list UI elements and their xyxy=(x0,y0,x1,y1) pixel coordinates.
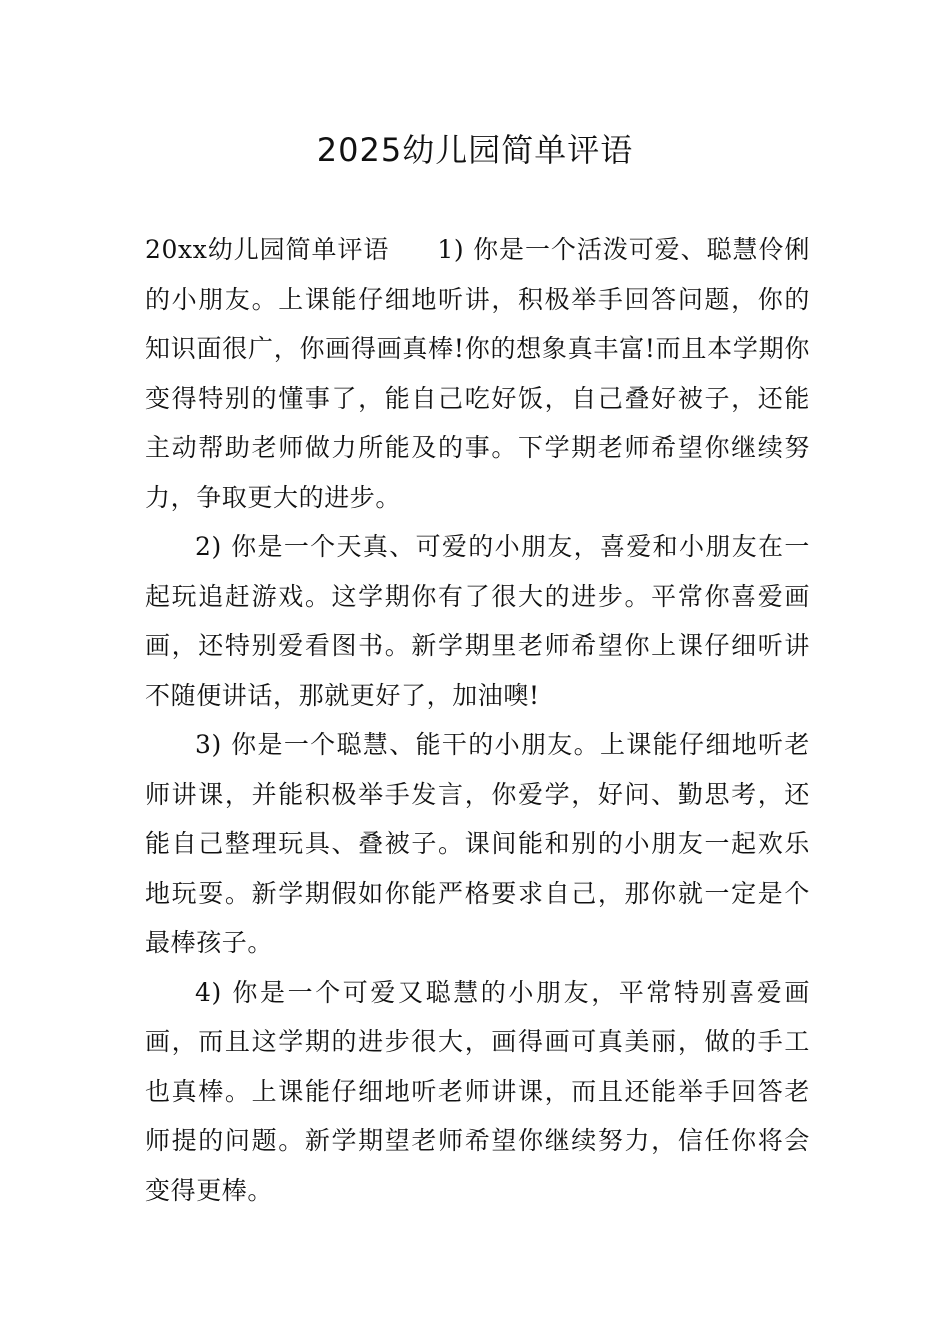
paragraph-1-text: 1) 你是一个活泼可爱、聪慧伶俐的小朋友。上课能仔细地听讲，积极举手回答问题，你的知识面很广，你画得画真棒!你的想象真丰富!而且本学期你变得特别的懂事了，能自己吃好饭，自己叠好被子，还能主动帮助老师做力所能及的事。下学期老师希望你继续努力，争取更大的进步。 xyxy=(145,235,810,512)
paragraph-3: 3) 你是一个聪慧、能干的小朋友。上课能仔细地听老师讲课，并能积极举手发言，你爱学，好问、勤思考，还能自己整理玩具、叠被子。课间能和别的小朋友一起欢乐地玩耍。新学期假如你能严格要求自己，那你就一定是个最棒孩子。 xyxy=(145,730,810,957)
paragraph-2: 2) 你是一个天真、可爱的小朋友，喜爱和小朋友在一起玩追赶游戏。这学期你有了很大的进步。平常你喜爱画画，还特别爱看图书。新学期里老师希望你上课仔细听讲不随便讲话，那就更好了，加油噢! xyxy=(145,532,810,710)
document-body xyxy=(145,225,810,1215)
paragraph-1 xyxy=(145,225,810,522)
paragraph-4: 4) 你是一个可爱又聪慧的小朋友，平常特别喜爱画画，而且这学期的进步很大，画得画可真美丽，做的手工也真棒。上课能仔细地听老师讲课，而且还能举手回答老师提的问题。新学期望老师希望你继续努力，信任你将会变得更棒。 xyxy=(145,977,810,1205)
document-title: 2025幼儿园简单评语 xyxy=(316,131,634,169)
intro-label: 20xx幼儿园简单评语 xyxy=(145,235,390,264)
